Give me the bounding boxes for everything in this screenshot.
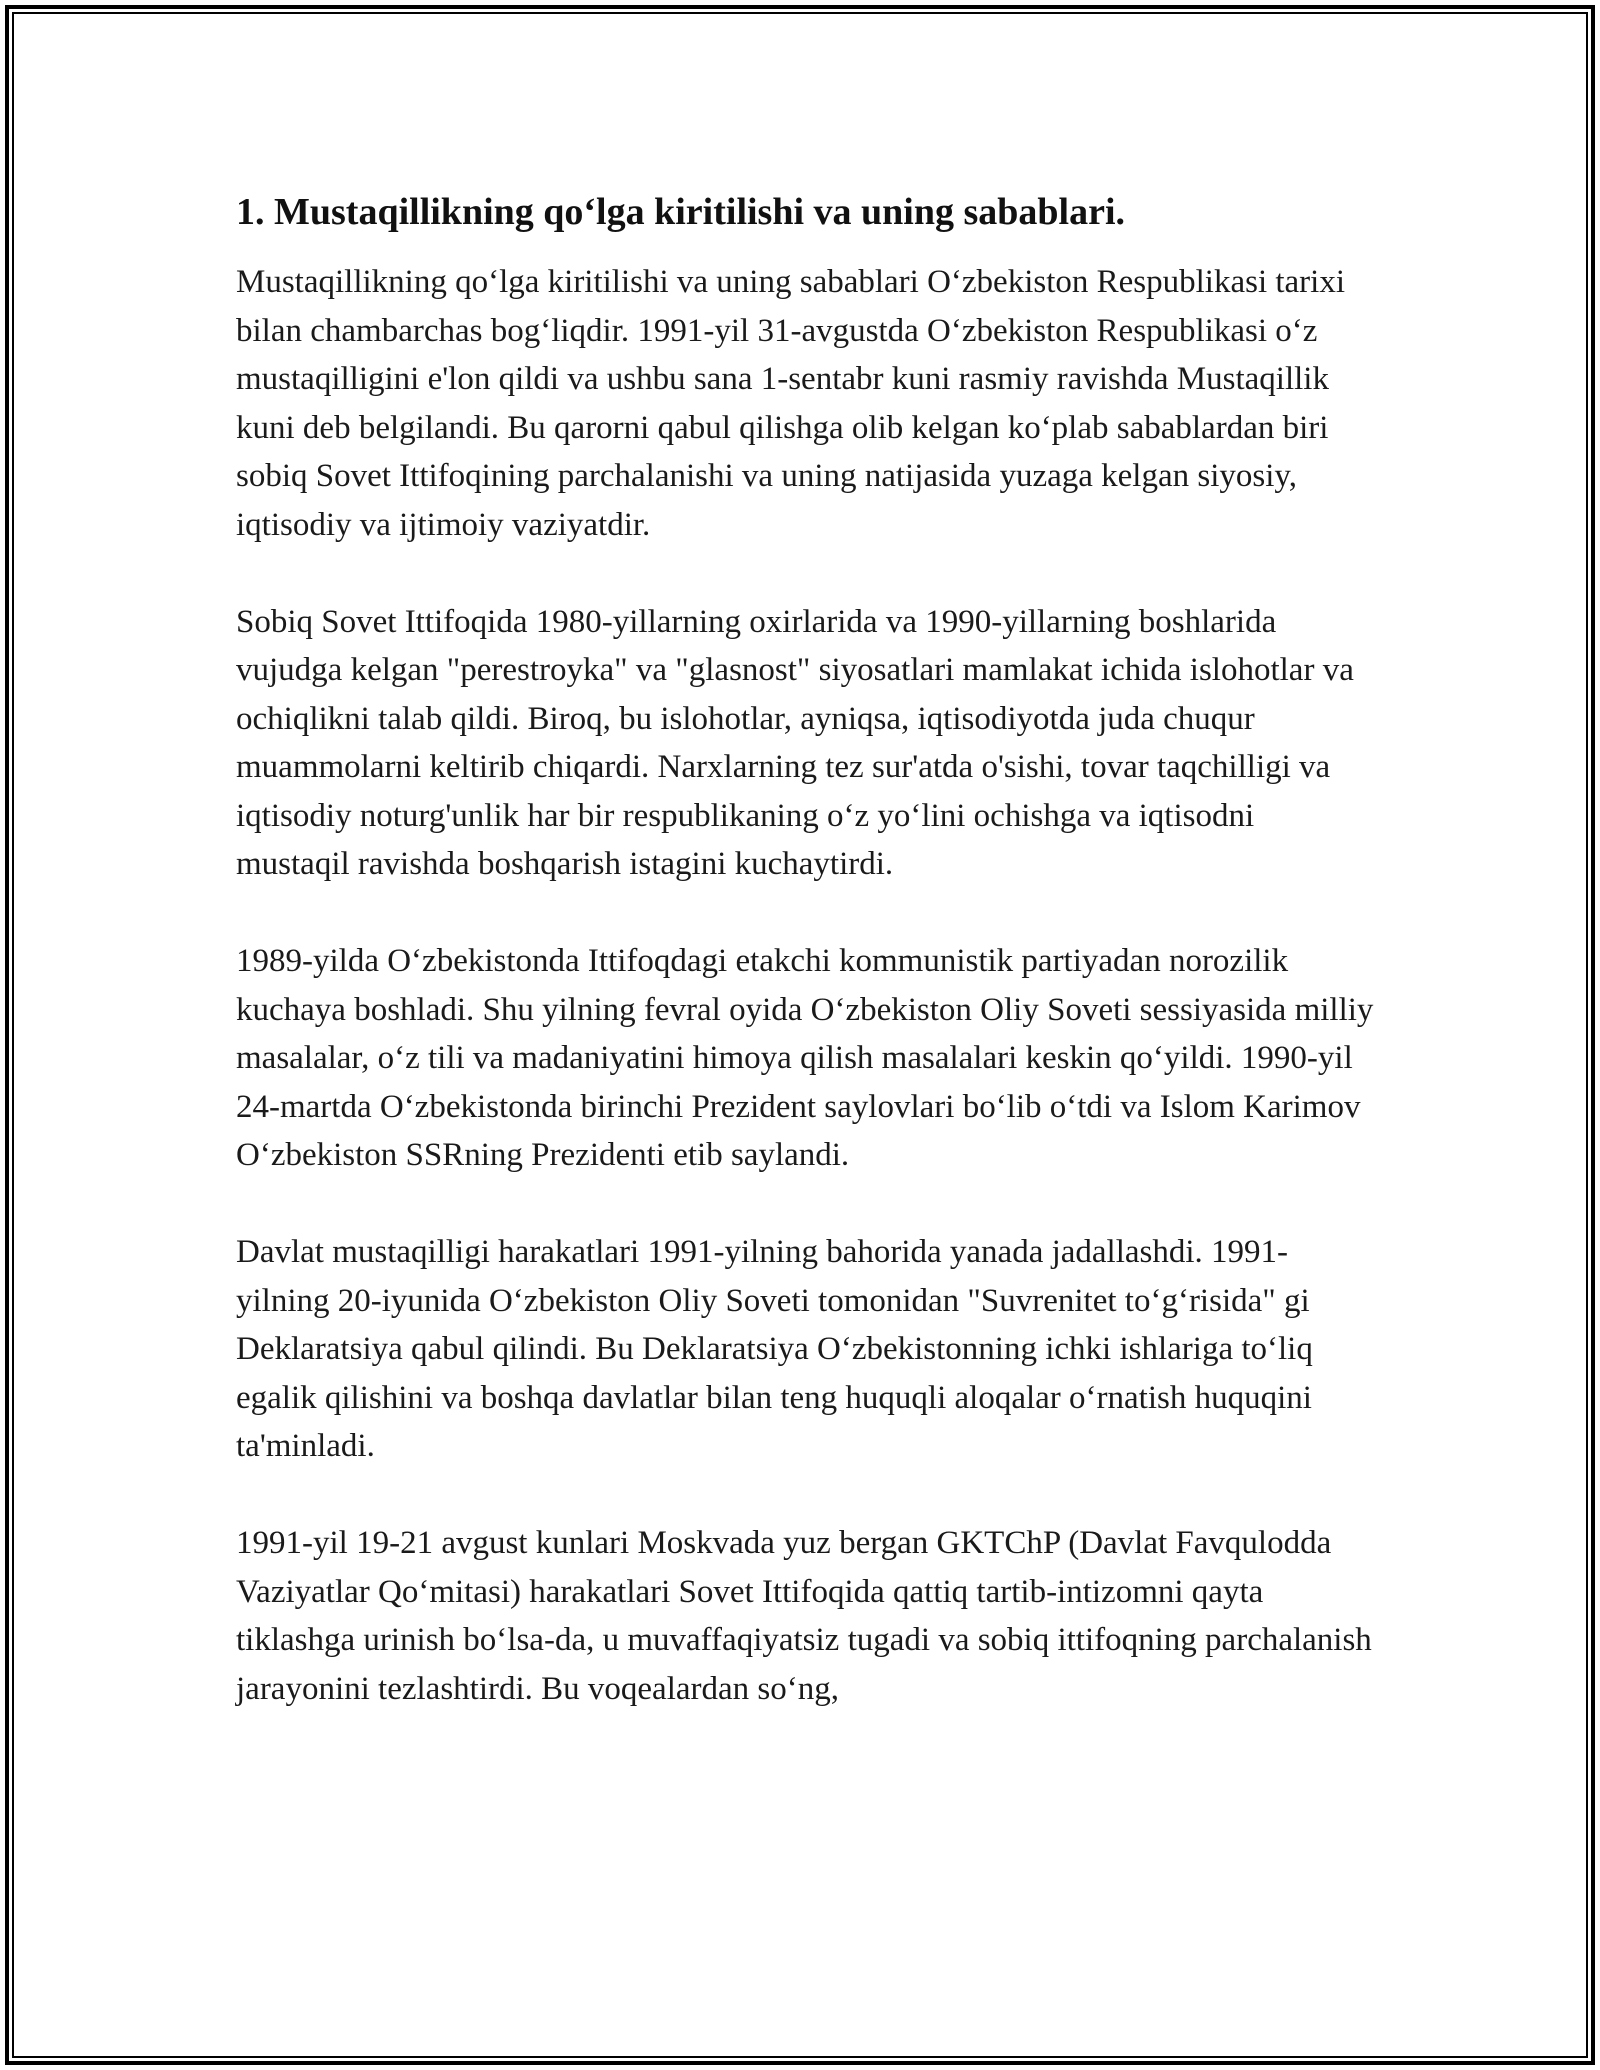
document-body [236, 188, 1376, 1762]
paragraph-3: 1989-yilda O‘zbekistonda Ittifoqdagi etakchi kommunistik partiyadan norozilik kuchaya boshladi. Shu yilning fevral oyida O‘zbekiston Oliy Soveti sessiyasida milliy masalalar, o‘z tili va madaniyatini himoya qilish masalalari keskin qo‘yildi. 1990-yil 24-martda O‘zbekistonda birinchi Prezident saylovlari bo‘lib o‘tdi va Islom Karimov O‘zbekiston SSRning Prezidenti etib saylandi. [236, 943, 1374, 1173]
paragraph-2: Sobiq Sovet Ittifoqida 1980-yillarning oxirlarida va 1990-yillarning boshlarida vujudga kelgan "perestroyka" va "glasnost" siyosatlari mamlakat ichida islohotlar va ochiqlikni talab qildi. Biroq, bu islohotlar, ayniqsa, iqtisodiyotda juda chuqur muammolarni keltirib chiqardi. Narxlarning tez sur'atda o'sishi, tovar taqchilligi va iqtisodiy noturg'unlik har bir respublikaning o‘z yo‘lini ochishga va iqtisodni mustaqil ravishda boshqarish istagini kuchaytirdi. [236, 603, 1354, 882]
paragraph-1: Mustaqillikning qo‘lga kiritilishi va uning sabablari O‘zbekiston Respublikasi tarixi bilan chambarchas bog‘liqdir. 1991-yil 31-avgustda O‘zbekiston Respublikasi o‘z mustaqilligini e'lon qildi va ushbu sana 1-sentabr kuni rasmiy ravishda Mustaqillik kuni deb belgilandi. Bu qarorni qabul qilishga olib kelgan ko‘plab sabablardan biri sobiq Sovet Ittifoqining parchalanishi va uning natijasida yuzaga kelgan siyosiy, iqtisodiy va ijtimoiy vaziyatdir. [236, 264, 1346, 543]
paragraph-4: Davlat mustaqilligi harakatlari 1991-yilning bahorida yanada jadallashdi. 1991-yilning 20-iyunida O‘zbekiston Oliy Soveti tomonidan "Suvrenitet to‘g‘risida" gi Deklaratsiya qabul qilindi. Bu Deklaratsiya O‘zbekistonning ichki ishlariga to‘liq egalik qilishini va boshqa davlatlar bilan teng huquqli aloqalar o‘rnatish huquqini ta'minladi. [236, 1234, 1313, 1464]
paragraph-5: 1991-yil 19-21 avgust kunlari Moskvada yuz bergan GKTChP (Davlat Favqulodda Vaziyatlar Qo‘mitasi) harakatlari Sovet Ittifoqida qattiq tartib-intizomni qayta tiklashga urinish bo‘lsa-da, u muvaffaqiyatsiz tugadi va sobiq ittifoqning parchalanish jarayonini tezlashtirdi. Bu voqealardan so‘ng, [236, 1525, 1372, 1707]
section-heading: 1. Mustaqillikning qo‘lga kiritilishi va uning sabablari. [236, 191, 1126, 233]
